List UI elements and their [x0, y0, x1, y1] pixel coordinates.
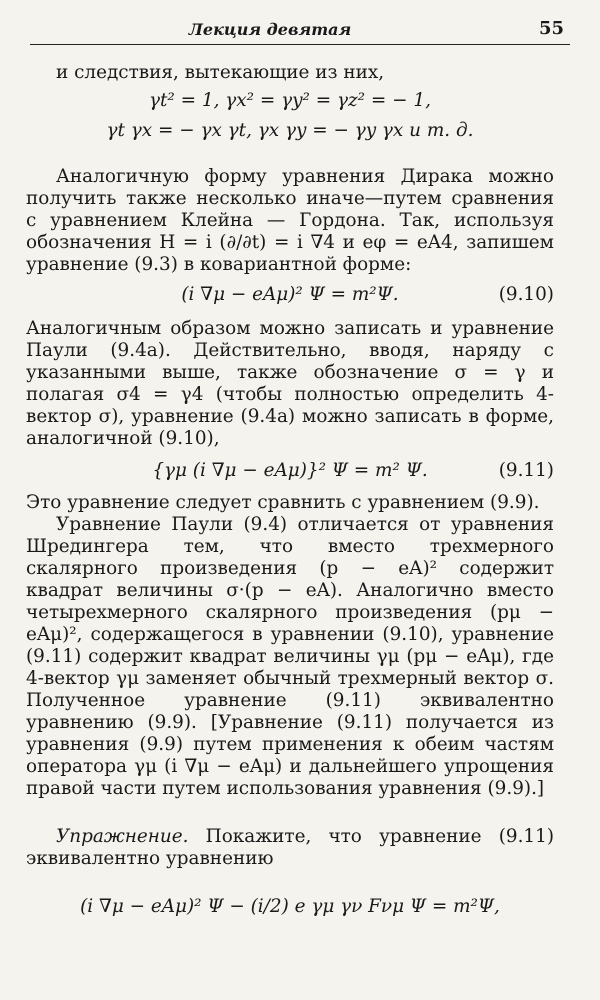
equation-9-10: [26, 284, 554, 306]
equation-9-11-formula: {γμ (i ∇μ − eAμ)}² Ψ = m² Ψ.: [152, 460, 428, 481]
page-content: [26, 62, 554, 918]
page-header: [30, 18, 570, 45]
running-head: Лекция девятая: [188, 20, 352, 39]
equation-9-10-number: (9.10): [498, 284, 554, 305]
paragraph-pauli-schrodinger: Уравнение Паули (9.4) отличается от уравнения Шредингера тем, что вместо трехмерного скалярного произведения (p − eA)² содержит квадрат величины σ·(p − eA). Аналогично вместо четырехмерного скалярного произведения (pμ − eAμ)², содержащегося в уравнении (9.10), уравнение (9.11) содержит квадрат величины γμ (pμ − eAμ), где 4-вектор γμ заменяет обычный трехмерный вектор σ. Полученное уравнение (9.11) эквивалентно уравнению (9.9). [Уравнение (9.11) получается из уравнения (9.9) путем применения к обеим частям оператора γμ (i ∇μ − eAμ) и дальнейшего упрощения правой части путем использования уравнения (9.9).]: [26, 514, 554, 799]
paragraph-dirac-form: Аналогичную форму уравнения Дирака можно получить также несколько иначе—путем сравнения с уравнением Клейна — Гордона. Так, используя обозначения H = i (∂/∂t) = i ∇4 и eφ = eA4, запишем уравнение (9.3) в ковариантной форме:: [26, 166, 554, 275]
equation-gamma-anticommute: γt γx = − γx γt, γx γy = − γy γx и т. д.: [106, 120, 474, 141]
exercise-text: Покажите, что уравнение (9.11) эквивалентно уравнению: [26, 826, 554, 869]
paragraph-compare: Это уравнение следует сравнить с уравнением (9.9).: [26, 492, 540, 513]
intro-line: и следствия, вытекающие из них,: [56, 62, 385, 83]
paragraph-pauli-form: Аналогичным образом можно записать и уравнение Паули (9.4а). Действительно, вводя, наряду с указанными выше, также обозначение σ = γ и полагая σ4 = γ4 (чтобы полностью определить 4-вектор σ), уравнение (9.4а) можно записать в форме, аналогичной (9.10),: [26, 318, 554, 449]
equation-9-11-number: (9.11): [498, 460, 554, 481]
equation-gamma-squares: γt² = 1, γx² = γy² = γz² = − 1,: [149, 90, 431, 111]
exercise: [26, 826, 554, 870]
equation-9-11: [26, 460, 554, 482]
exercise-label: Упражнение.: [56, 826, 189, 847]
page-number: 55: [538, 18, 564, 39]
equation-final: (i ∇μ − eAμ)² Ψ − (i/2) e γμ γν Fνμ Ψ = m²Ψ,: [80, 896, 500, 917]
equation-9-10-formula: (i ∇μ − eAμ)² Ψ = m²Ψ.: [181, 284, 399, 305]
